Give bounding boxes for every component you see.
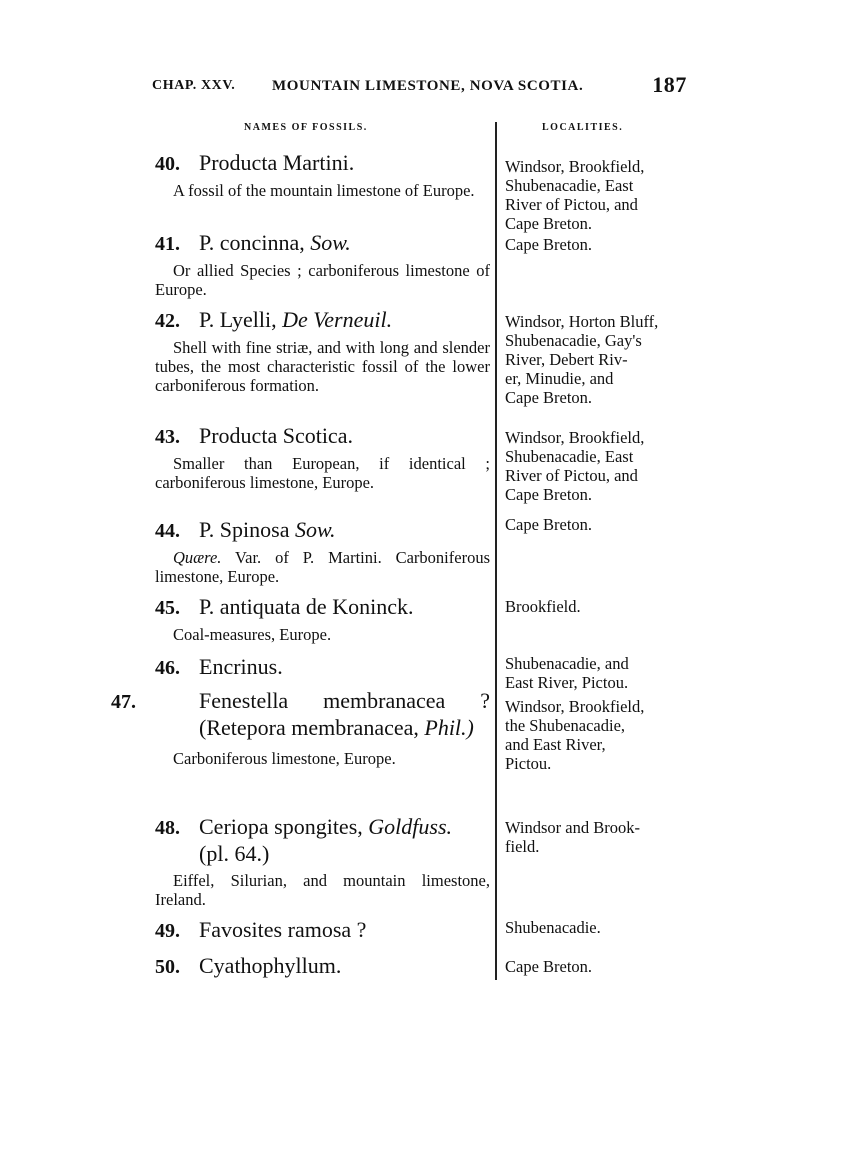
fossil-description: Coal-measures, Europe. [173, 625, 332, 644]
fossil-author: Sow. [310, 230, 351, 255]
page-number: 187 [652, 72, 687, 97]
locality-40: Windsor, Brookfield, Shubenacadie, East River of Pictou, and Cape Breton. [505, 157, 645, 233]
fossil-name: 48. Ceriopa spongites, Goldfuss. [155, 814, 453, 839]
fossil-entry-44 [155, 517, 490, 586]
fossil-entry-48 [155, 814, 490, 909]
fossil-author: De Verneuil. [282, 307, 393, 332]
fossil-entry-45 [155, 594, 490, 644]
chapter-label: CHAP. XXV. [152, 78, 236, 93]
running-header [152, 72, 687, 102]
locality-48: Windsor and Brook- field. [505, 818, 640, 856]
fossil-description: Carboniferous limestone, Europe. [173, 749, 396, 768]
fossil-name: 50. Cyathophyllum. [155, 953, 342, 978]
fossil-name: 46. Encrinus. [155, 654, 283, 679]
column-header-localities: LOCALITIES. [542, 122, 624, 133]
fossil-name: 40. Producta Martini. [155, 150, 355, 175]
locality-45: Brookfield. [505, 597, 581, 616]
fossil-name: 43. Producta Scotica. [155, 423, 353, 448]
locality-46: Shubenacadie, and East River, Pictou. [505, 654, 629, 692]
fossil-entry-42 [155, 307, 490, 395]
column-header-names: NAMES OF FOSSILS. [244, 122, 368, 133]
locality-41: Cape Breton. [505, 235, 593, 254]
fossil-entry-41 [155, 230, 490, 299]
fossil-description: Eiffel, Silurian, and mountain limestone, Ireland. [155, 871, 490, 909]
fossil-description: Shell with fine striæ, and with long and slender tubes, the most characteristic fossil of the lower carboniferous formation. [155, 338, 490, 395]
fossil-entry-40 [155, 150, 490, 200]
fossil-description: Or allied Species ; carboniferous limestone of Europe. [155, 261, 490, 299]
locality-49: Shubenacadie. [505, 918, 601, 937]
fossil-name: 41. P. concinna, Sow. [155, 230, 351, 255]
fossil-name: 47. Fenestella membranacea ? (Retepora membranacea, Phil.) [111, 688, 490, 740]
fossil-description: Smaller than European, if identical ; carboniferous limestone, Europe. [155, 454, 490, 492]
fossil-name: 45. P. antiquata de Koninck. [155, 594, 414, 619]
fossil-author: Sow. [294, 517, 336, 542]
fossil-entry-47 [111, 688, 490, 768]
locality-50: Cape Breton. [505, 957, 593, 976]
plate-reference: (pl. 64.) [199, 841, 270, 866]
fossil-author: Phil.) [424, 715, 474, 740]
locality-42: Windsor, Horton Bluff, Shubenacadie, Gay's River, Debert Riv- er, Minudie, and Cape Breton. [505, 312, 659, 407]
fossil-author: Goldfuss. [368, 814, 453, 839]
entry-number: 40. [155, 153, 180, 175]
fossil-entry-46 [155, 654, 490, 681]
fossil-name: 49. Favosites ramosa ? [155, 917, 367, 942]
locality-44: Cape Breton. [505, 515, 593, 534]
fossil-entry-50 [155, 953, 490, 980]
fossil-description: A fossil of the mountain limestone of Europe. [173, 181, 475, 200]
fossil-name: 44. P. Spinosa Sow. [155, 517, 336, 542]
fossil-entry-49 [155, 917, 490, 944]
column-divider [495, 122, 497, 980]
fossil-entry-43 [155, 423, 490, 492]
page-title: MOUNTAIN LIMESTONE, NOVA SCOTIA. [272, 78, 584, 94]
locality-47: Windsor, Brookfield, the Shubenacadie, and East River, Pictou. [505, 697, 645, 773]
locality-43: Windsor, Brookfield, Shubenacadie, East River of Pictou, and Cape Breton. [505, 428, 645, 504]
fossil-name: 42. P. Lyelli, De Verneuil. [155, 307, 393, 332]
fossil-description: Quære. Var. of P. Martini. Carboniferous limestone, Europe. [155, 548, 490, 586]
